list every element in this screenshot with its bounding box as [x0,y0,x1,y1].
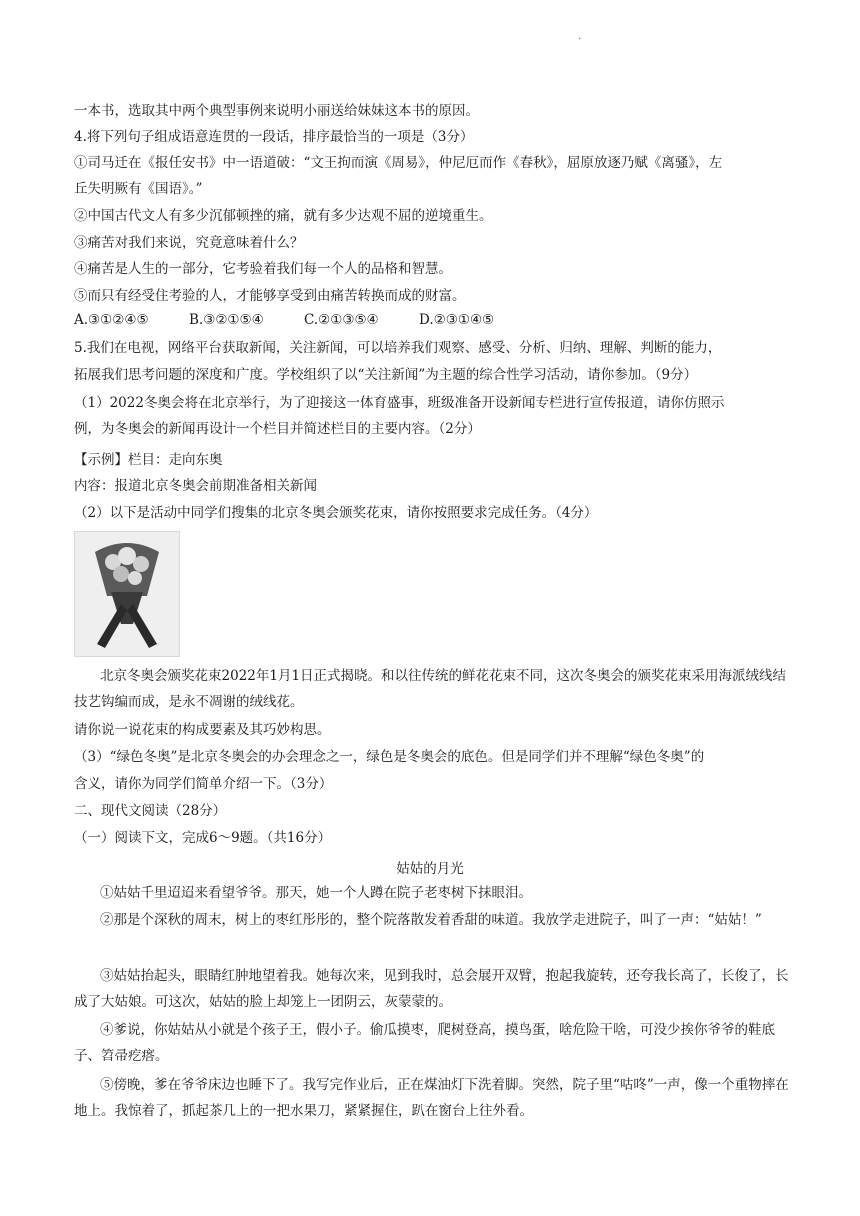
question-4: 4.将下列句子组成语意连贯的一段话，排序最恰当的一项是（3分） [74,129,474,145]
question-5-2: （2）以下是活动中同学们搜集的北京冬奥会颁奖花束，请你按照要求完成任务。（4分） [74,505,598,521]
sentence-1: ①司马迁在《报任安书》中一语道破：“文王拘而演《周易》，仲尼厄而作《春秋》，屈原放逐乃赋《离骚》，左 [74,155,723,171]
bouquet-image [74,531,180,657]
story-paragraph-2: ②那是个深秋的周末，树上的枣红彤彤的，整个院落散发着香甜的味道。我放学走进院子，叫了一声：“姑姑！” [100,912,762,928]
question-5-1-cont: 例，为冬奥会的新闻再设计一个栏目并简述栏目的主要内容。（2分） [74,421,481,437]
answer-options [74,312,794,328]
flower-task: 请你说一说花束的构成要素及其巧妙构思。 [74,722,331,738]
question-5-1: （1）2022冬奥会将在北京举行，为了迎接这一体育盛事，班级准备开设新闻专栏进行宣传报道，请你仿照示 [74,395,725,411]
sentence-3: ③痛苦对我们来说，究竟意味着什么？ [74,235,304,251]
option-c: C.②①③⑤④ [304,312,379,328]
option-d: D.②③①④⑤ [419,312,495,328]
story-paragraph-3: ③姑姑抬起头，眼睛红肿地望着我。她每次来，见到我时，总会展开双臂，抱起我旋转，还夸我长高了，长俊了，长成了大姑娘。可这次，姑姑的脸上却笼上一团阴云，灰蒙蒙的。 [74,968,789,1010]
question-5-3: （3）“绿色冬奥”是北京冬奥会的办会理念之一，绿色是冬奥会的底色。但是同学们并不理解“绿色冬奥”的 [74,749,705,765]
story-paragraph-4: ④爹说，你姑姑从小就是个孩子王，假小子。偷瓜摸枣，爬树登高，摸鸟蛋，啥危险干啥，可没少挨你爷爷的鞋底子、笤帚疙瘩。 [74,1022,775,1064]
story-paragraph-5: ⑤傍晚，爹在爷爷床边也睡下了。我写完作业后，正在煤油灯下洗着脚。突然，院子里“咕咚”一声，像一个重物摔在地上。我惊着了，抓起茶几上的一把水果刀，紧紧握住，趴在窗台上往外看。 [74,1077,789,1119]
example-column: 【示例】栏目：走向东奥 [74,452,223,468]
header-mark: · [578,34,582,45]
flower-paragraph: 北京冬奥会颁奖花束2022年1月1日正式揭晓。和以往传统的鲜花花束不同，这次冬奥会的颁奖花束采用海派绒线结技艺钩编而成，是永不凋谢的绒线花。 [74,668,787,710]
story-paragraph-1: ①姑姑千里迢迢来看望爷爷。那天，她一个人蹲在院子老枣树下抹眼泪。 [100,885,532,901]
sentence-2: ②中国古代文人有多少沉郁顿挫的痛，就有多少达观不屈的逆境重生。 [74,208,493,224]
section-2-heading: 二、现代文阅读（28分） [74,803,227,819]
question-5-3-cont: 含义，请你为同学们简单介绍一下。（3分） [74,776,333,792]
story-title: 姑姑的月光 [396,861,464,877]
question-5: 5.我们在电视，网络平台获取新闻，关注新闻，可以培养我们观察、感受、分析、归纳、理解、判断的能力， [74,340,722,356]
sentence-5: ⑤而只有经受住考验的人，才能够享受到由痛苦转换而成的财富。 [74,288,466,304]
example-content: 内容：报道北京冬奥会前期准备相关新闻 [74,478,317,494]
question-5-cont: 拓展我们思考问题的深度和广度。学校组织了以“关注新闻”为主题的综合性学习活动，请你参加。（9分） [74,367,698,383]
section-2-1-heading: （一）阅读下文，完成6～9题。（共16分） [74,830,332,846]
sentence-1-cont: 丘失明厥有《国语》。” [74,181,203,197]
option-a: A.③①②④⑤ [74,312,149,328]
text-line: 一本书，选取其中两个典型事例来说明小丽送给妹妹这本书的原因。 [74,103,479,119]
option-b: B.③②①⑤④ [189,312,264,328]
sentence-4: ④痛苦是人生的一部分，它考验着我们每一个人的品格和智慧。 [74,261,452,277]
